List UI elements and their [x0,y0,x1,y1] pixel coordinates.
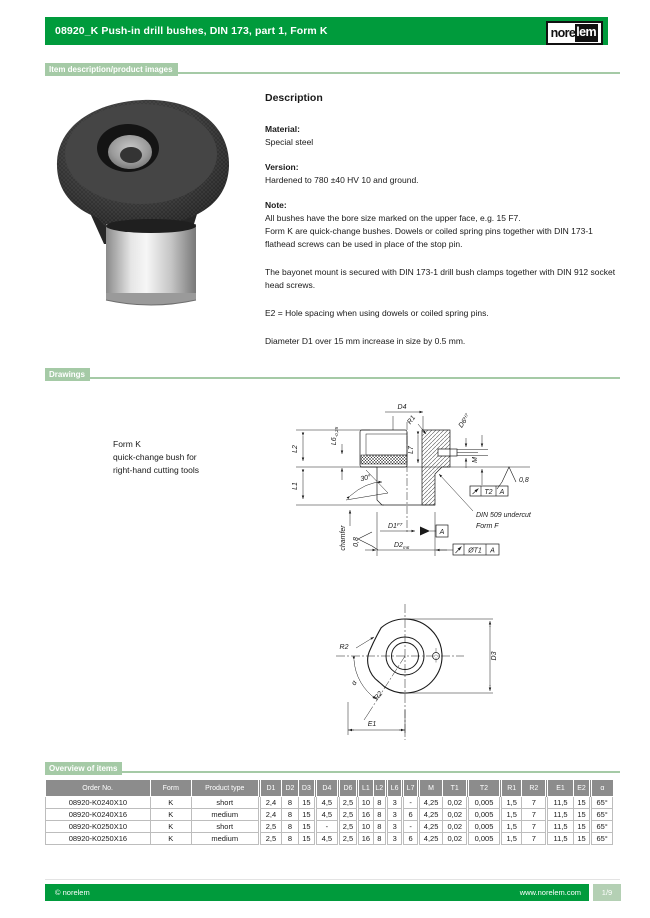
col-order-no: Order No. [46,780,151,797]
table-row: 08920-K0240X10 K short 2,4 8 15 4,5 2,5 10 8 3 - 4,25 0,02 0,005 1,5 7 11,5 15 65° [46,797,613,809]
drill-bush-photo [48,92,236,312]
col-d3: D3 [298,780,315,797]
page-number: 1/9 [593,884,621,901]
order-no: 08920-K0250X10 [46,821,151,833]
r2-label-bottom: R2 [373,690,385,702]
col-l7: L7 [403,780,418,797]
caption-line2: quick-change bush for [113,452,197,462]
page-title: 08920_K Push-in drill bushes, DIN 173, part 1, Form K [55,25,328,37]
col-product-type: Product type [191,780,259,797]
col-e1: E1 [547,780,574,797]
col-d4: D4 [316,780,339,797]
col-d6: D6 [338,780,358,797]
note-line2: Form K are quick-change bushes. Dowels or coiled spring pins together with DIN 173-1 flathead screws can be used in place of the stop pin. [265,226,593,249]
version-label: Version: [265,162,299,172]
product-photo [48,92,236,312]
extension-lines [296,430,384,505]
col-t1: T1 [443,780,468,797]
order-no: 08920-K0240X10 [46,797,151,809]
note-e2: E2 = Hole spacing when using dowels or coiled spring pins. [265,308,489,318]
description-block [265,92,617,360]
l6-label: L6-0,25 [331,426,339,446]
description-title: Description [265,92,323,104]
e1-label: E1 [367,721,377,728]
undercut-leader [439,474,473,511]
logo-text-left: nore [550,25,576,40]
page-header [45,17,608,45]
runout-icon [473,489,479,495]
col-d1: D1 [259,780,282,797]
section-hatch [422,430,450,505]
l2-label: L2 [292,445,299,453]
bottom-view-drawing [300,590,520,755]
logo-text-right: lem [575,24,598,42]
col-alpha: α [591,780,613,797]
material-label: Material: [265,124,300,134]
slot-lines [457,450,488,456]
caption-line1: Form K [113,439,141,449]
col-r2: R2 [522,780,547,797]
section-drawings [45,364,620,379]
alpha-label: α [350,679,359,687]
centerline-diag [368,656,405,714]
t2-datum: A [499,489,505,496]
note-d1: Diameter D1 over 15 mm increase in size by 0.5 mm. [265,336,466,346]
version-value: Hardened to 780 ±40 HV 10 and ground. [265,175,419,185]
surface-value-2: 0,8 [353,537,360,547]
undercut-label-2: Form F [476,523,499,530]
section-view-drawing [280,390,610,585]
note-line1: All bushes have the bore size marked on the upper face, e.g. 15 F7. [265,213,521,223]
knurl-band [361,455,407,464]
section-view-svg [280,390,610,585]
section-label: Item description/product images [45,63,178,76]
section-label: Drawings [45,368,90,381]
d2-label: D2m6 [394,542,410,550]
website-link[interactable]: www.norelem.com [519,888,581,897]
runout-icon-2 [456,547,462,554]
table-row: 08920-K0240X16 K medium 2,4 8 15 4,5 2,5 16 8 3 6 4,25 0,02 0,005 1,5 7 11,5 15 65° [46,809,613,821]
bayonet-nose [450,449,457,456]
note-bayonet: The bayonet mount is secured with DIN 173-1 drill bush clamps together with DIN 912 socket head screws. [265,267,616,290]
t2-value: T2 [484,489,493,496]
r1-label: R1 [406,414,418,426]
col-form: Form [150,780,191,797]
caption-line3: right-hand cutting tools [113,465,199,475]
col-m: M [418,780,443,797]
l1-label: L1 [292,482,299,490]
diag-tick [364,714,368,720]
alpha-arc [354,660,376,699]
col-l6: L6 [386,780,402,797]
section-label: Overview of items [45,762,122,775]
bore-hole [120,147,142,163]
d3-label: D3 [491,651,498,661]
col-l2: L2 [373,780,386,797]
surface-symbol-rotated [358,532,378,550]
col-l1: L1 [358,780,373,797]
col-d2: D2 [282,780,298,797]
material-value: Special steel [265,137,314,147]
col-r1: R1 [500,780,522,797]
drawing-caption [113,438,199,477]
surface-value: 0,8 [519,477,529,484]
body-bottom [106,293,196,305]
datum-triangle [420,527,430,536]
order-no: 08920-K0250X16 [46,833,151,845]
section-overview [45,758,620,773]
table-header-row [46,780,613,797]
t1-datum: A [490,547,495,555]
datum-a-label: A [439,529,445,536]
page-footer [45,884,589,901]
order-no: 08920-K0240X16 [46,809,151,821]
footer-divider [45,879,620,880]
body-top-shadow [106,219,196,233]
section-item-description [45,59,620,74]
l7-label: L7 [408,446,415,454]
chamfer-label: chamfer [340,525,347,551]
press-in-body [106,224,196,300]
m-label: M [472,457,479,463]
angle-label: 30° [359,474,372,484]
d4-label: D4 [397,404,407,411]
d6-label: D6H7 [457,412,470,430]
d1-label: D1F7 [388,522,403,530]
items-table [45,780,613,845]
col-e2: E2 [573,780,590,797]
r2-label-top: R2 [339,644,349,651]
head-inner-line [366,434,407,455]
col-t2: T2 [468,780,501,797]
copyright-text: © norelem [55,888,90,897]
note-label: Note: [265,200,287,210]
norelem-logo [546,21,603,45]
undercut-label-1: DIN 509 undercut [476,512,531,519]
bottom-view-svg [300,590,520,755]
table-row: 08920-K0250X10 K short 2,5 8 15 - 2,5 10 8 3 - 4,25 0,02 0,005 1,5 7 11,5 15 65° [46,821,613,833]
table-row: 08920-K0250X16 K medium 2,5 8 15 4,5 2,5 16 8 3 6 4,25 0,02 0,005 1,5 7 11,5 15 65° [46,833,613,845]
t1-value: ØT1 [468,547,482,555]
